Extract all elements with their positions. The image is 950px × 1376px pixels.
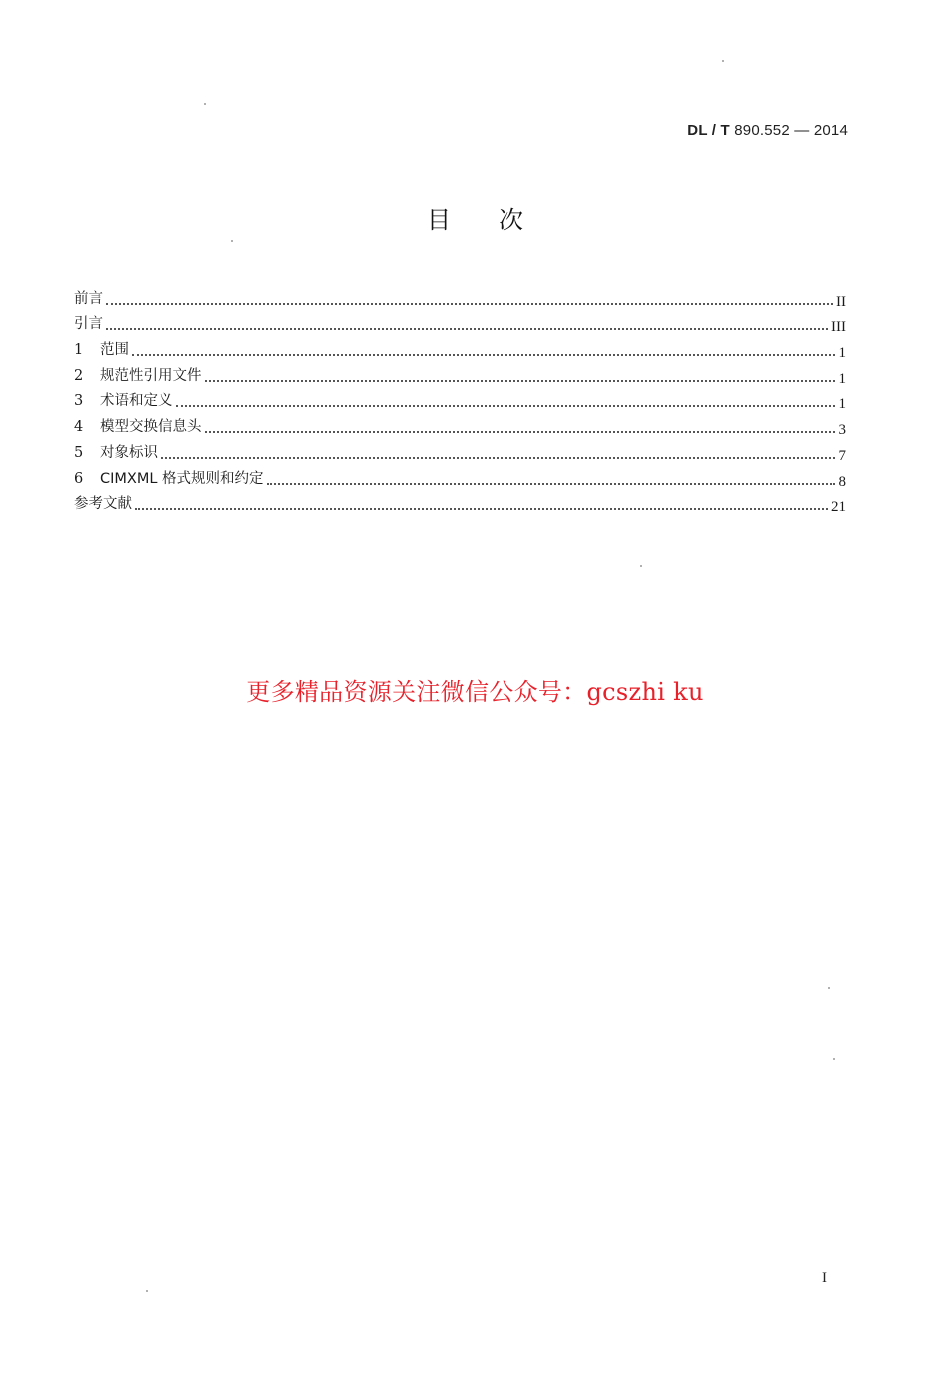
page-number: I <box>822 1270 827 1286</box>
toc-entry-text: CIMXML 格式规则和约定 <box>100 470 264 487</box>
toc-entry-text: 参考文献 <box>74 496 132 513</box>
toc-entry-number: 5 <box>74 444 84 461</box>
toc-leader-dots <box>205 380 836 382</box>
toc-entry-text: 范围 <box>100 342 129 359</box>
toc-entry-label <box>74 341 129 360</box>
toc-entry-page: 1 <box>838 370 846 387</box>
document-code <box>687 122 848 139</box>
toc-entry-page: II <box>836 293 846 310</box>
toc-entry-label <box>74 470 264 489</box>
scan-speck <box>231 240 233 242</box>
toc-entry-page: 3 <box>838 422 846 439</box>
toc-entry-text: 术语和定义 <box>100 393 173 410</box>
toc-entry[interactable] <box>74 437 846 463</box>
toc-leader-dots <box>106 303 833 305</box>
toc-entry-label <box>74 444 158 463</box>
toc-entry-number: 2 <box>74 367 84 384</box>
table-of-contents <box>74 283 846 514</box>
toc-leader-dots <box>132 354 835 356</box>
toc-leader-dots <box>176 405 836 407</box>
toc-entry-label <box>74 418 202 437</box>
toc-entry-label <box>74 367 202 386</box>
toc-entry-number: 3 <box>74 393 84 410</box>
toc-entry[interactable] <box>74 334 846 360</box>
toc-entry-page: 21 <box>831 499 846 516</box>
scan-speck <box>722 60 724 62</box>
toc-leader-dots <box>205 431 836 433</box>
scan-speck <box>204 103 206 105</box>
toc-entry-page: 1 <box>838 345 846 362</box>
toc-leader-dots <box>106 328 828 330</box>
toc-entry-page: 1 <box>838 396 846 413</box>
scan-speck <box>833 1058 835 1060</box>
toc-entry[interactable] <box>74 463 846 489</box>
toc-entry-label <box>74 290 103 309</box>
toc-entry-page: 8 <box>838 473 846 490</box>
doc-code-prefix: DL / T <box>687 122 730 139</box>
toc-entry-label <box>74 315 103 334</box>
doc-code-number: 890.552 — 2014 <box>734 122 848 139</box>
toc-leader-dots <box>161 457 835 459</box>
toc-entry-number: 6 <box>74 470 84 487</box>
toc-entry-label <box>74 495 132 514</box>
toc-entry-text: 规范性引用文件 <box>100 367 202 384</box>
toc-entry-text: 模型交换信息头 <box>100 419 202 436</box>
toc-entry-text: 对象标识 <box>100 444 158 461</box>
toc-entry[interactable] <box>74 411 846 437</box>
scan-speck <box>640 565 642 567</box>
toc-title: 目次 <box>427 206 571 234</box>
toc-entry[interactable] <box>74 309 846 335</box>
toc-entry[interactable] <box>74 360 846 386</box>
promo-watermark-text: 更多精品资源关注微信公众号：gcszhi ku <box>246 678 704 706</box>
toc-entry-label <box>74 392 173 411</box>
toc-entry[interactable] <box>74 283 846 309</box>
toc-entry[interactable] <box>74 386 846 412</box>
toc-leader-dots <box>135 508 828 510</box>
toc-entry-page: III <box>831 319 846 336</box>
scan-speck <box>828 987 830 989</box>
toc-entry-number: 1 <box>74 342 84 359</box>
toc-leader-dots <box>267 483 835 485</box>
toc-entry-text: 引言 <box>74 316 103 333</box>
toc-entry-text: 前言 <box>74 290 103 307</box>
scan-speck <box>146 1290 148 1292</box>
toc-entry-page: 7 <box>838 447 846 464</box>
toc-entry[interactable] <box>74 489 846 515</box>
toc-entry-number: 4 <box>74 419 84 436</box>
